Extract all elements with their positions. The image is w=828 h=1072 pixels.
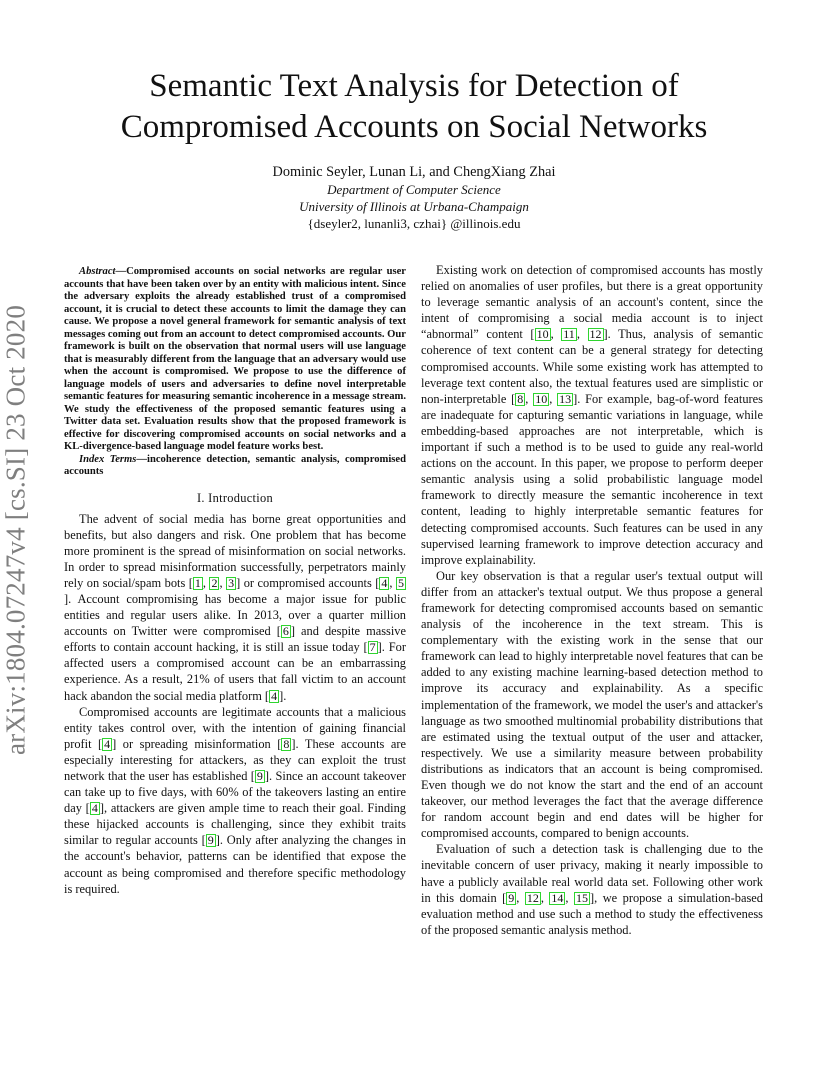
citation-link[interactable]: 9 <box>256 769 263 783</box>
section-heading-introduction: I. Introduction <box>196 490 274 505</box>
citation-link[interactable]: 7 <box>369 640 376 655</box>
citation-link[interactable]: 10 <box>536 327 549 342</box>
index-terms-label: Index Terms <box>79 453 137 465</box>
citation-link[interactable]: 8 <box>517 391 524 406</box>
citation-link[interactable]: 9 <box>207 833 214 848</box>
citation-link[interactable]: 3 <box>228 575 235 590</box>
citation-link[interactable]: 9 <box>508 890 515 905</box>
title-line-1: Semantic Text Analysis for Detection of <box>149 68 679 104</box>
citation-link[interactable]: 1 <box>194 575 201 590</box>
citation-link[interactable]: 4 <box>91 801 98 816</box>
body-paragraph-evaluation: Evaluation of such a detection task is challenging due to the inevitable concern of user privacy, making it nearly impossible to have a publicly available real world data set. Following other work in this domain [ 9 , 12 , 14 , 15 ], we propose a simulation-based evaluation method and use such a method to study the effectiveness of the proposed semantic analysis method. <box>421 842 763 937</box>
title-line-2: Compromised Accounts on Social Networks <box>120 109 708 145</box>
citation-link[interactable]: 14 <box>551 890 564 905</box>
index-terms-text: —incoherence detection, semantic analysis, compromised accounts <box>64 453 406 477</box>
citation-link[interactable]: 12 <box>526 890 539 905</box>
intro-paragraph-2: Compromised accounts are legitimate accounts that a malicious entity takes control over, with the intention of gaining financial profit [ 4 ] or spreading misinformation [ 8 ]. These accounts are especially interesting for attackers, as they can exploit the trust network that the user has established [ 9 ]. Since an account takeover can take up to five days, with 60% of the takeovers lasting an entire day [ 4 ], attackers are given ample time to reach their goal. Finding these hijacked accounts is challenging, since they exhibit traits similar to regular accounts [ 9 ]. Only after analyzing the changes in the account's behavior, patterns can be identified that expose the account as being compromised and therefore specific methodology is required. <box>64 704 406 896</box>
citation-link[interactable]: 6 <box>282 624 289 639</box>
citation-link[interactable]: 8 <box>283 736 290 751</box>
citation-link[interactable]: 2 <box>211 575 218 590</box>
author-list: Dominic Seyler, Lunan Li, and ChengXiang Zhai <box>272 164 556 180</box>
affiliation-department: Department of Computer Science <box>327 182 501 197</box>
citation-link[interactable]: 4 <box>104 736 111 751</box>
right-column <box>421 262 763 938</box>
abstract <box>64 266 406 454</box>
arxiv-identifier: arXiv:1804.07247v4 [cs.SI] 23 Oct 2020 <box>0 304 31 756</box>
citation-link[interactable]: 12 <box>589 327 602 342</box>
left-column <box>64 266 406 897</box>
author-emails: {dseyler2, lunanli3, czhai} @illinois.edu <box>307 216 521 231</box>
abstract-label: Abstract <box>79 266 116 277</box>
intro-paragraph-1: The advent of social media has borne great opportunities and benefits, but also dangers and risk. One problem that has become more prominent is the spread of misinformation on social networks. In order to spread misinformation successfully, perpetrators mainly rely on social/spam bots [ 1 , 2 , 3 ] or compromised accounts [ 4 , 5]. Account compromising has become a major issue for public entities and regular users alike. In 2013, over a quarter million accounts on Twitter were compromised [ 6 ] and despite massive efforts to contain account hacking, it is still an issue today [ 7 ]. For affected users a compromised account can be an embarrassing experience. As a result, 21% of users that fall victim to an account hack abandon the social media platform [ 4 ]. <box>64 511 406 703</box>
index-terms <box>64 454 406 479</box>
affiliation-university: University of Illinois at Urbana-Champaign <box>299 199 529 214</box>
body-paragraph-existing-work: Existing work on detection of compromised accounts has mostly relied on anomalies of user profiles, but there is a great opportunity to leverage semantic analysis of an account's content, since the intent of compromising a social media account is to inject “abnormal” content [ 10 , 11 , 12 ]. Thus, analysis of semantic coherence of text content can be a general strategy for detecting compromised accounts. While some existing work has attempted to leverage text content also, the textual features used are simplistic or non-interpretable [ 8 , 10 , 13 ]. For example, bag-of-word features are inadequate for capturing semantic variations in language, while embedding-based approaches are not interpretable, which is important if such a method is to be used to guide any real-world actions on the account. In this paper, we propose to perform deeper semantic analysis using a solid probabilistic language model framework to directly measure the semantic incoherence in text content, leading to highly interpretable semantic features for detecting compromised accounts. Such features can be used in any supervised learning framework to improve detection accuracy and improve explainability. <box>421 263 764 567</box>
abstract-text: —Compromised accounts on social networks are regular user accounts that have been taken over by an entity with malicious intent. Since the adversary exploits the already established trust of a compromised account, it is crucial to detect these accounts to limit the damage they can cause. We propose a novel general framework for semantic analysis of text messages coming out from an account to detect compromised accounts. Our framework is built on the observation that normal users will use language that is measurably different from the language that an adversary would use when the account is compromised. We propose to use the difference of language models of users and adversaries to define novel interpretable semantic features for measuring semantic incoherence in a message stream. We study the effectiveness of the proposed semantic features using a Twitter data set. Evaluation results show that the proposed framework is effective for discovering compromised accounts on social networks and a KL-divergence-based language model feature works best. <box>64 266 406 452</box>
citation-link[interactable]: 13 <box>559 391 572 406</box>
citation-link[interactable]: 15 <box>576 890 588 905</box>
citation-link[interactable]: 4 <box>381 575 388 590</box>
body-paragraph-key-observation: Our key observation is that a regular user's textual output will differ from an attacker's textual output. We thus propose a general framework for detecting compromised accounts based on semantic analysis of the incoherence in the text stream. This is complementary with the existing work in the sense that our framework can lead to highly interpretable novel features that can be added to any existing machine learning-based detection method to improve its accuracy and explainability. As a specific implementation of the framework, we model the user's and attacker's language as two smoothed multinomial probability distributions that are estimated using the textual output of the user and attacker, respectively. We use a similarity measure between probability distributions as indicators that an account is being compromised. Even though we do not know the start and the end of an account takeover, our method leverages the fact that the average difference for random account begin and end dates will be higher for compromised accounts, compared to benign accounts. <box>421 568 763 841</box>
citation-link[interactable]: 10 <box>535 391 548 406</box>
citation-link[interactable]: 4 <box>271 688 278 703</box>
citation-link[interactable]: 11 <box>563 327 575 342</box>
citation-link[interactable]: 5 <box>398 575 404 590</box>
paper-title <box>60 66 768 148</box>
